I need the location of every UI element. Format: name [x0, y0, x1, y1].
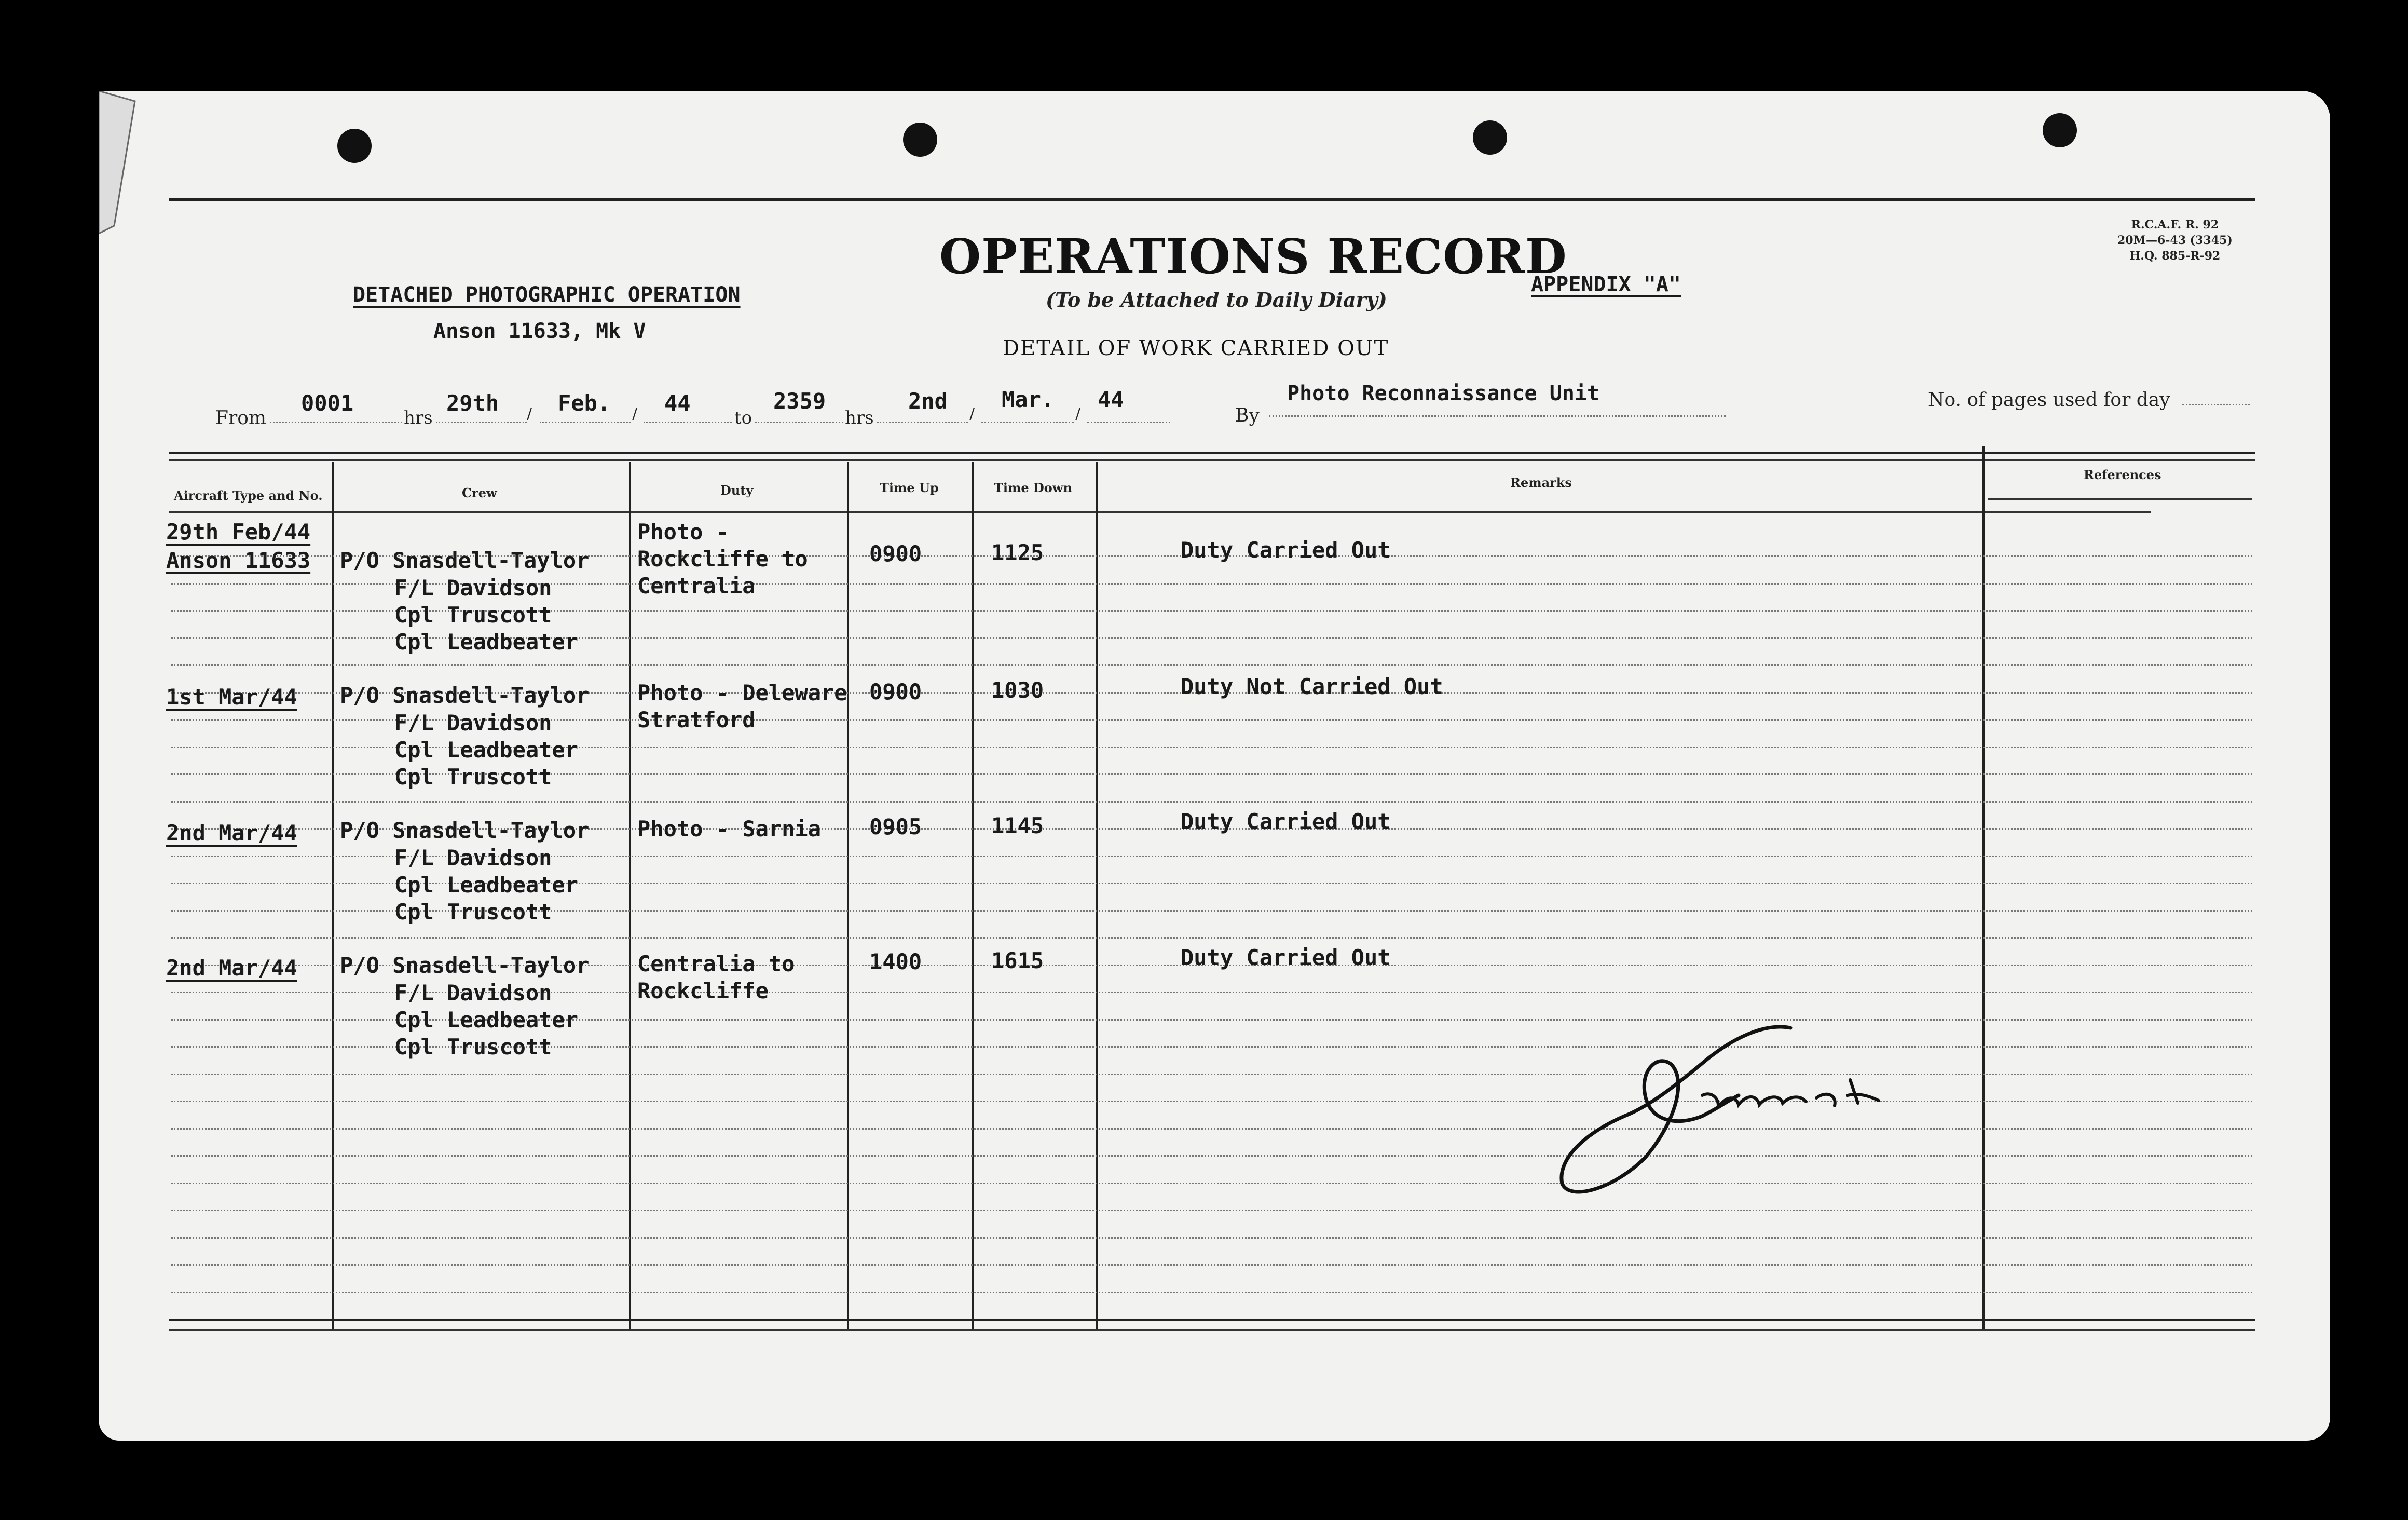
- table-bottom-rule: [169, 1319, 2255, 1321]
- col-header-remarks: Remarks: [1510, 475, 1572, 490]
- entry-remarks: Duty Carried Out: [1181, 945, 1391, 970]
- header-bottom-rule: [169, 511, 2151, 513]
- entry-time-up: 1400: [869, 949, 922, 974]
- entry-time-down: 1030: [991, 677, 1044, 703]
- ruled-line: [171, 1237, 2252, 1239]
- entry-crew: F/L Davidson: [394, 980, 552, 1006]
- col-header-time-down: Time Down: [994, 480, 1072, 495]
- ruled-line: [171, 937, 2252, 939]
- by-value: Photo Reconnaissance Unit: [1287, 382, 1600, 405]
- entry-duty: Photo - Deleware: [637, 680, 847, 705]
- ruled-line: [171, 664, 2252, 666]
- to-day: 2nd: [908, 388, 948, 414]
- folded-corner-icon: [99, 91, 140, 236]
- to-year: 44: [1098, 387, 1124, 412]
- punch-hole-icon: [903, 123, 937, 157]
- to-day-line: [877, 422, 968, 423]
- col-header-duty: Duty: [720, 483, 754, 498]
- entry-duty: Stratford: [637, 707, 756, 732]
- to-time: 2359: [773, 388, 826, 414]
- ruled-line: [171, 1210, 2252, 1211]
- col-divider: [1096, 462, 1098, 1329]
- hrs-label-2: hrs: [845, 408, 874, 428]
- pages-label: No. of pages used for day: [1928, 389, 2170, 411]
- by-label: By: [1235, 405, 1260, 426]
- appendix-label: APPENDIX "A": [1531, 273, 1681, 296]
- ruled-line: [171, 1183, 2252, 1184]
- col-header-time-up: Time Up: [880, 480, 939, 495]
- detail-heading: DETAIL OF WORK CARRIED OUT: [1003, 336, 1389, 360]
- operation-heading: DETACHED PHOTOGRAPHIC OPERATION: [353, 283, 741, 307]
- entry-crew: Cpl Truscott: [394, 602, 552, 628]
- entry-duty: Photo - Sarnia: [637, 816, 822, 842]
- entry-crew: Cpl Truscott: [394, 1034, 552, 1060]
- col-header-crew: Crew: [462, 485, 497, 500]
- col-divider: [1982, 446, 1985, 1329]
- from-year: 44: [664, 390, 691, 416]
- from-day-line: [436, 422, 527, 423]
- entry-duty: Photo -: [637, 519, 730, 545]
- entry-remarks: Duty Carried Out: [1181, 537, 1391, 563]
- slash: /: [527, 405, 532, 423]
- from-time-line: [270, 422, 402, 423]
- to-time-line: [755, 422, 843, 423]
- by-line: [1269, 415, 1726, 417]
- top-rule: [169, 198, 2255, 201]
- form-code: [2117, 217, 2233, 264]
- entry-date: 1st Mar/44: [166, 684, 297, 710]
- ruled-line: [171, 801, 2252, 803]
- entry-duty: Centralia: [637, 573, 756, 599]
- entry-remarks: Duty Carried Out: [1181, 809, 1391, 834]
- entry-time-up: 0900: [869, 679, 922, 704]
- ruled-line: [171, 1074, 2252, 1075]
- entry-date: 29th Feb/44: [166, 519, 311, 545]
- entry-time-down: 1615: [991, 948, 1044, 973]
- col-header-references: References: [2084, 467, 2161, 482]
- to-label: to: [734, 408, 752, 428]
- references-header-rule: [1988, 498, 2252, 500]
- to-month: Mar.: [1002, 387, 1055, 412]
- ruled-line: [171, 1101, 2252, 1102]
- slash: /: [969, 405, 975, 423]
- from-day: 29th: [446, 390, 499, 416]
- entry-time-down: 1145: [991, 813, 1044, 838]
- table-top-rule-2: [169, 459, 2255, 461]
- table-bottom-rule-2: [169, 1329, 2255, 1331]
- form-code-line: R.C.A.F. R. 92: [2131, 218, 2219, 232]
- form-code-line: H.Q. 885-R-92: [2129, 249, 2221, 263]
- entry-time-up: 0900: [869, 541, 922, 566]
- entry-crew: F/L Davidson: [394, 845, 552, 871]
- slash: /: [632, 405, 638, 423]
- col-divider: [332, 462, 334, 1329]
- punch-hole-icon: [337, 129, 372, 163]
- entry-crew: F/L Davidson: [394, 710, 552, 736]
- table-top-rule: [169, 452, 2255, 454]
- entry-crew: Cpl Leadbeater: [394, 629, 579, 655]
- entry-duty: Centralia to: [637, 951, 795, 976]
- entry-crew: P/O Snasdell-Taylor: [340, 953, 590, 978]
- punch-hole-icon: [1473, 120, 1507, 155]
- ruled-line: [171, 1128, 2252, 1130]
- to-month-line: [981, 422, 1074, 423]
- entry-remarks: Duty Not Carried Out: [1181, 674, 1443, 699]
- col-divider: [847, 462, 849, 1329]
- entry-duty: Rockcliffe: [637, 978, 769, 1003]
- col-divider: [629, 462, 631, 1329]
- entry-duty: Rockcliffe to: [637, 546, 808, 572]
- from-year-line: [644, 422, 732, 423]
- signature-icon: [1547, 1017, 1920, 1204]
- ruled-line: [171, 1292, 2252, 1293]
- entry-crew: P/O Snasdell-Taylor: [340, 548, 590, 573]
- slash: /: [1075, 405, 1081, 423]
- entry-crew: P/O Snasdell-Taylor: [340, 683, 590, 708]
- entry-time-up: 0905: [869, 814, 922, 839]
- col-header-aircraft: Aircraft Type and No.: [174, 488, 323, 503]
- col-divider: [972, 462, 974, 1329]
- entry-crew: Cpl Leadbeater: [394, 737, 579, 763]
- page-title: OPERATIONS RECORD: [939, 228, 1567, 284]
- entry-crew: F/L Davidson: [394, 575, 552, 601]
- entry-crew: Cpl Leadbeater: [394, 872, 579, 898]
- punch-hole-icon: [2043, 113, 2077, 147]
- entry-crew: Cpl Truscott: [394, 899, 552, 925]
- ruled-line: [171, 1264, 2252, 1266]
- entry-time-down: 1125: [991, 540, 1044, 565]
- aircraft-heading: Anson 11633, Mk V: [433, 319, 646, 343]
- entry-crew: Cpl Truscott: [394, 764, 552, 790]
- from-month: Feb.: [558, 390, 611, 416]
- form-code-line: 20M—6-43 (3345): [2117, 234, 2233, 247]
- entry-aircraft: Anson 11633: [166, 548, 311, 573]
- entry-crew: P/O Snasdell-Taylor: [340, 818, 590, 843]
- entry-date: 2nd Mar/44: [166, 955, 297, 981]
- from-time: 0001: [301, 390, 354, 416]
- to-year-line: [1087, 422, 1170, 423]
- hrs-label: hrs: [404, 408, 433, 428]
- pages-line: [2182, 404, 2250, 405]
- page-subtitle: (To be Attached to Daily Diary): [1046, 288, 1387, 311]
- from-month-line: [540, 422, 631, 423]
- entry-date: 2nd Mar/44: [166, 820, 297, 846]
- from-label: From: [215, 408, 266, 429]
- entry-crew: Cpl Leadbeater: [394, 1007, 579, 1033]
- ruled-line: [171, 1155, 2252, 1157]
